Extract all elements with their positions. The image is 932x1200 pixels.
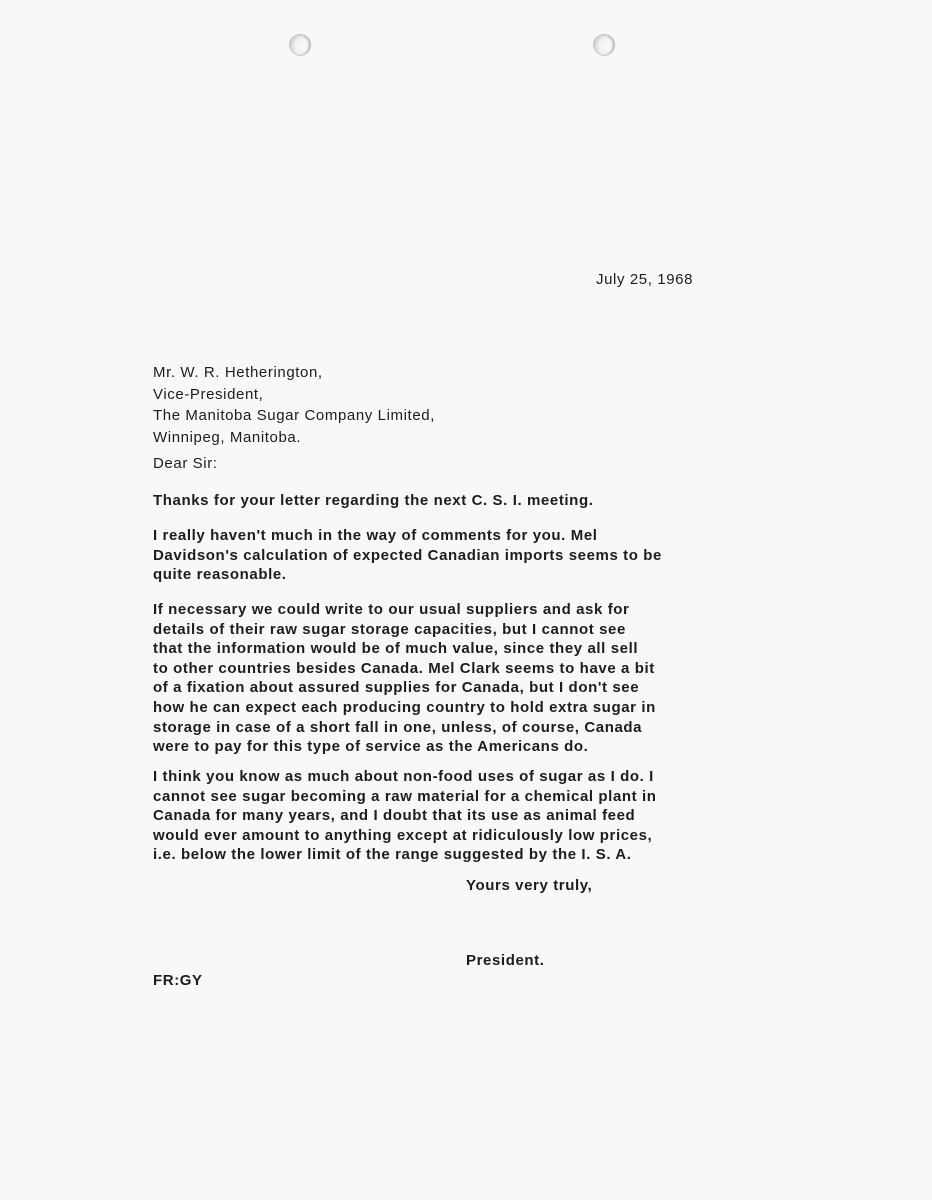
paragraph-line: would ever amount to anything except at ridiculously low prices, bbox=[153, 826, 653, 844]
paragraph-line: quite reasonable. bbox=[153, 566, 287, 584]
address-line: Winnipeg, Manitoba. bbox=[153, 428, 302, 446]
paragraph-4 bbox=[153, 767, 793, 865]
paragraph-line: If necessary we could write to our usual suppliers and ask for bbox=[153, 601, 630, 618]
paragraph-line: Canada for many years, and I doubt that its use as animal feed bbox=[153, 807, 636, 825]
recipient-address bbox=[153, 362, 435, 448]
paragraph-line: I really haven't much in the way of comments for you. Mel bbox=[153, 527, 598, 544]
letter-date: July 25, 1968 bbox=[596, 271, 694, 288]
address-line: The Manitoba Sugar Company Limited, bbox=[153, 407, 435, 424]
paragraph-line: that the information would be of much value, since they all sell bbox=[153, 640, 639, 658]
punch-hole-right bbox=[593, 34, 615, 56]
paragraph-line: how he can expect each producing country to hold extra sugar in bbox=[153, 698, 656, 716]
paragraph-line: Davidson's calculation of expected Canadian imports seems to be bbox=[153, 546, 662, 564]
reference-initials: FR:GY bbox=[153, 972, 203, 989]
paragraph-3 bbox=[153, 600, 793, 757]
paragraph-line: storage in case of a short fall in one, unless, of course, Canada bbox=[153, 718, 643, 736]
paragraph-line: to other countries besides Canada. Mel Clark seems to have a bit bbox=[153, 659, 655, 677]
paragraph-line: were to pay for this type of service as the Americans do. bbox=[153, 738, 589, 756]
address-line: Vice-President, bbox=[153, 385, 264, 403]
paragraph-1 bbox=[153, 491, 793, 511]
paragraph-line: cannot see sugar becoming a raw material for a chemical plant in bbox=[153, 787, 657, 805]
paragraph-line: i.e. below the lower limit of the range suggested by the I. S. A. bbox=[153, 846, 632, 864]
signature-title: President. bbox=[466, 952, 545, 969]
address-line: Mr. W. R. Hetherington, bbox=[153, 364, 323, 381]
closing: Yours very truly, bbox=[466, 877, 593, 894]
salutation: Dear Sir: bbox=[153, 455, 218, 472]
punch-hole-left bbox=[289, 34, 311, 56]
paragraph-2 bbox=[153, 526, 793, 585]
paragraph-line: Thanks for your letter regarding the next C. S. I. meeting. bbox=[153, 492, 594, 509]
paragraph-line: I think you know as much about non-food uses of sugar as I do. I bbox=[153, 768, 654, 785]
paragraph-line: of a fixation about assured supplies for Canada, but I don't see bbox=[153, 679, 640, 697]
paragraph-line: details of their raw sugar storage capacities, but I cannot see bbox=[153, 620, 626, 638]
